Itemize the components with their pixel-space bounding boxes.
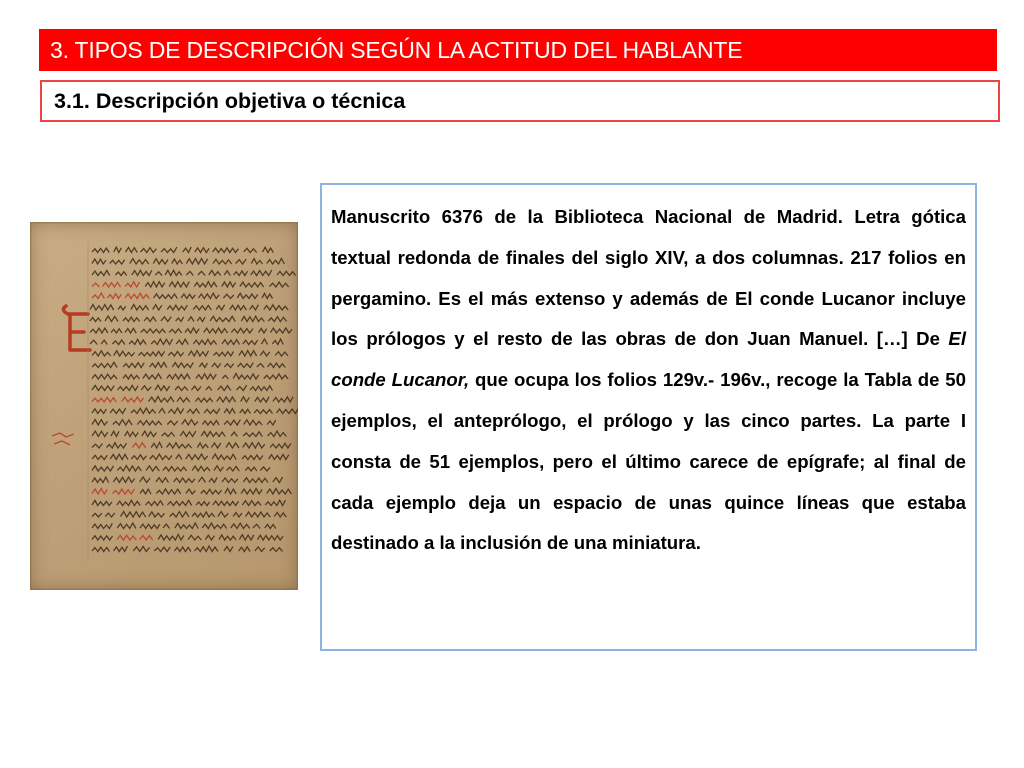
- manuscript-script-stroke: [90, 305, 114, 310]
- manuscript-script-stroke: [267, 489, 292, 495]
- manuscript-script-stroke: [233, 374, 259, 380]
- manuscript-script-stroke: [239, 351, 257, 356]
- manuscript-script-stroke: [92, 259, 106, 264]
- manuscript-script-stroke: [150, 362, 167, 367]
- manuscript-script-stroke: [118, 306, 126, 310]
- manuscript-script-stroke: [154, 294, 178, 299]
- manuscript-script-stroke: [253, 524, 260, 528]
- manuscript-script-stroke: [126, 247, 138, 252]
- manuscript-script-stroke: [277, 271, 296, 275]
- manuscript-script-stroke: [149, 397, 174, 402]
- manuscript-script-stroke: [240, 409, 251, 413]
- manuscript-script-stroke: [115, 272, 126, 276]
- manuscript-script-stroke: [169, 329, 182, 333]
- manuscript-script-stroke: [161, 317, 171, 322]
- manuscript-script-stroke: [129, 339, 146, 344]
- manuscript-script-stroke: [257, 364, 264, 368]
- manuscript-script-stroke: [250, 386, 273, 391]
- manuscript-script-stroke: [92, 409, 106, 414]
- manuscript-script-stroke: [194, 282, 217, 287]
- manuscript-script-stroke: [273, 477, 283, 482]
- slide-title: 3. TIPOS DE DESCRIPCIÓN SEGÚN LA ACTITUD DEL HABLANTE: [50, 36, 743, 63]
- manuscript-script-stroke: [141, 248, 157, 253]
- manuscript-script-stroke: [250, 305, 259, 310]
- manuscript-script-stroke: [259, 329, 267, 334]
- manuscript-script-stroke: [242, 455, 263, 460]
- manuscript-script-stroke: [146, 466, 159, 471]
- manuscript-script-stroke: [162, 433, 175, 437]
- manuscript-script-stroke: [92, 362, 117, 367]
- description-text-part2: que ocupa los folios 129v.- 196v., recoge la Tabla de 50 ejemplos, el anteprólogo, el prólogo y las cinco partes. La parte I consta de 51 ejemplos, pero el último carece de epígrafe; al final de cada ejemplo deja un espacio de unas quince líneas que estaba destinado a la inclusión de una miniatura.: [331, 369, 966, 554]
- description-box: [320, 183, 977, 651]
- manuscript-script-stroke: [140, 489, 151, 494]
- manuscript-script-stroke: [212, 363, 221, 367]
- manuscript-script-stroke: [151, 339, 172, 344]
- manuscript-script-stroke: [202, 523, 227, 528]
- manuscript-script-stroke: [139, 351, 165, 356]
- manuscript-script-stroke: [90, 340, 97, 344]
- manuscript-script-stroke: [144, 317, 156, 322]
- manuscript-script-stroke: [196, 502, 210, 506]
- manuscript-script-stroke: [267, 420, 276, 425]
- manuscript-margin-note: [52, 433, 74, 445]
- manuscript-script-stroke: [92, 374, 117, 379]
- manuscript-script-stroke: [204, 409, 220, 414]
- manuscript-script-stroke: [224, 420, 240, 425]
- manuscript-script-stroke: [238, 363, 254, 368]
- manuscript-script-stroke: [269, 455, 289, 460]
- manuscript-script-stroke: [163, 524, 170, 528]
- manuscript-script-stroke: [110, 260, 125, 264]
- manuscript-script-stroke: [188, 351, 208, 356]
- manuscript-script-stroke: [132, 270, 152, 275]
- manuscript-script-stroke: [117, 466, 141, 471]
- manuscript-script-stroke: [243, 478, 268, 483]
- manuscript-script-stroke: [210, 316, 235, 321]
- manuscript-script-stroke: [177, 397, 190, 402]
- manuscript-script-stroke: [264, 305, 289, 310]
- manuscript-script-stroke: [155, 385, 170, 390]
- manuscript-script-stroke: [270, 328, 292, 333]
- manuscript-script-stroke: [186, 454, 208, 459]
- manuscript-script-stroke: [251, 270, 272, 275]
- manuscript-script-stroke: [186, 489, 196, 494]
- manuscript-script-stroke: [245, 467, 257, 471]
- manuscript-script-stroke: [214, 466, 224, 471]
- manuscript-script-stroke: [167, 500, 191, 505]
- manuscript-script-stroke: [274, 513, 286, 518]
- manuscript-script-stroke: [265, 525, 276, 529]
- manuscript-script-stroke: [231, 328, 253, 333]
- manuscript-script-stroke: [188, 317, 194, 322]
- manuscript-script-stroke: [224, 271, 230, 276]
- manuscript-script-stroke: [273, 397, 293, 402]
- manuscript-script-stroke: [92, 431, 108, 436]
- manuscript-script-stroke: [154, 547, 170, 552]
- manuscript-script-stroke: [142, 431, 157, 436]
- manuscript-script-stroke: [176, 339, 188, 344]
- manuscript-script-stroke: [225, 489, 236, 495]
- manuscript-script-stroke: [239, 547, 251, 552]
- manuscript-script-stroke: [92, 536, 113, 540]
- manuscript-script-stroke: [92, 420, 108, 426]
- manuscript-script-stroke: [196, 374, 217, 379]
- description-text-part1: Manuscrito 6376 de la Biblioteca Nacional de Madrid. Letra gótica textual redonda de finales del siglo XIV, a dos columnas. 217 folios en pergamino. Es el más extenso y además de El conde Lucanor incluye los prólogos y el resto de las obras de don Juan Manuel. […] De: [331, 206, 966, 350]
- manuscript-script-stroke: [241, 397, 250, 402]
- manuscript-script-stroke: [244, 248, 257, 252]
- manuscript-script-stroke: [168, 352, 183, 357]
- manuscript-script-stroke: [114, 247, 122, 252]
- manuscript-script-stroke: [114, 546, 128, 552]
- manuscript-script-stroke: [125, 431, 139, 436]
- manuscript-script-stroke: [112, 340, 124, 345]
- manuscript-script-stroke: [268, 431, 287, 436]
- manuscript-script-stroke: [270, 282, 289, 287]
- manuscript-script-stroke: [110, 454, 128, 459]
- manuscript-script-stroke: [204, 328, 228, 333]
- manuscript-script-stroke: [90, 318, 101, 322]
- manuscript-script-stroke: [92, 489, 107, 494]
- manuscript-script-stroke: [224, 364, 233, 368]
- manuscript-script-stroke: [268, 317, 286, 322]
- title-bar: [39, 29, 997, 71]
- manuscript-script-stroke: [149, 512, 165, 517]
- manuscript-script-stroke: [243, 432, 262, 437]
- manuscript-script-stroke: [199, 363, 207, 367]
- manuscript-script-stroke: [205, 535, 214, 540]
- manuscript-script-stroke: [137, 421, 161, 426]
- subtitle-box: [40, 80, 1000, 122]
- manuscript-script-stroke: [260, 467, 270, 471]
- manuscript-script-stroke: [141, 386, 151, 391]
- manuscript-script-stroke: [239, 535, 253, 540]
- manuscript-script-stroke: [151, 443, 162, 449]
- manuscript-script-stroke: [159, 408, 165, 413]
- manuscript-script-stroke: [92, 283, 99, 287]
- manuscript-script-stroke: [169, 282, 189, 288]
- manuscript-script-stroke: [158, 535, 184, 541]
- manuscript-script-stroke: [244, 420, 263, 425]
- manuscript-script-stroke: [121, 512, 146, 518]
- manuscript-page-icon: [30, 222, 298, 590]
- manuscript-script-stroke: [176, 455, 182, 460]
- manuscript-script-stroke: [92, 455, 107, 459]
- manuscript-script-stroke: [105, 513, 115, 517]
- manuscript-image: [30, 222, 298, 590]
- manuscript-script-stroke: [195, 248, 209, 253]
- manuscript-script-stroke: [206, 387, 212, 391]
- manuscript-script-stroke: [231, 432, 237, 436]
- manuscript-script-stroke: [216, 305, 225, 310]
- manuscript-script-stroke: [92, 500, 112, 505]
- manuscript-script-stroke: [117, 535, 136, 540]
- manuscript-script-stroke: [92, 513, 102, 517]
- manuscript-script-stroke: [181, 294, 195, 299]
- manuscript-script-stroke: [185, 328, 199, 333]
- manuscript-script-stroke: [123, 375, 140, 380]
- manuscript-script-stroke: [227, 467, 240, 472]
- manuscript-script-stroke: [165, 270, 182, 275]
- manuscript-script-stroke: [92, 385, 114, 390]
- manuscript-script-stroke: [123, 363, 144, 368]
- manuscript-script-stroke: [92, 351, 111, 356]
- manuscript-script-stroke: [243, 443, 265, 448]
- manuscript-script-stroke: [246, 512, 271, 517]
- manuscript-edge: [30, 222, 298, 590]
- manuscript-script-stroke: [132, 443, 145, 448]
- manuscript-script-stroke: [155, 272, 162, 276]
- manuscript-script-stroke: [117, 523, 136, 528]
- manuscript-script-stroke: [113, 477, 134, 482]
- manuscript-script-stroke: [230, 305, 247, 310]
- manuscript-script-stroke: [167, 305, 187, 310]
- manuscript-script-stroke: [268, 363, 286, 368]
- manuscript-script-stroke: [270, 443, 291, 448]
- manuscript-script-stroke: [123, 317, 140, 321]
- manuscript-script-stroke: [201, 489, 222, 494]
- manuscript-script-stroke: [105, 316, 118, 322]
- manuscript-script-stroke: [226, 443, 239, 448]
- manuscript-script-stroke: [222, 375, 228, 379]
- manuscript-script-stroke: [272, 339, 283, 344]
- manuscript-script-stroke: [209, 478, 217, 483]
- manuscript-script-stroke: [92, 523, 112, 528]
- description-paragraph: [331, 197, 966, 564]
- manuscript-script-stroke: [92, 466, 114, 471]
- manuscript-script-stroke: [188, 535, 201, 540]
- manuscript-script-stroke: [174, 547, 191, 552]
- manuscript-script-stroke: [192, 466, 210, 471]
- manuscript-script-stroke: [183, 247, 191, 252]
- manuscript-script-stroke: [103, 282, 121, 287]
- manuscript-script-stroke: [222, 478, 238, 483]
- manuscript-script-stroke: [211, 443, 220, 448]
- manuscript-script-stroke: [125, 328, 136, 333]
- manuscript-script-stroke: [222, 340, 240, 345]
- manuscript-script-stroke: [275, 352, 288, 356]
- manuscript-script-stroke: [156, 489, 180, 494]
- manuscript-script-stroke: [191, 386, 201, 390]
- manuscript-script-stroke: [201, 431, 225, 436]
- manuscript-script-stroke: [217, 397, 236, 402]
- manuscript-script-stroke: [223, 294, 234, 298]
- manuscript-script-stroke: [140, 477, 151, 483]
- manuscript-script-stroke: [141, 329, 166, 333]
- manuscript-script-stroke: [133, 547, 149, 552]
- manuscript-script-stroke: [101, 340, 107, 344]
- manuscript-script-stroke: [236, 385, 246, 390]
- manuscript-script-stroke: [175, 523, 198, 529]
- manuscript-script-stroke: [265, 500, 285, 505]
- slide-subtitle: 3.1. Descripción objetiva o técnica: [54, 88, 406, 113]
- manuscript-script-stroke: [224, 409, 235, 414]
- manuscript-script-stroke: [209, 270, 221, 275]
- manuscript-script-stroke: [107, 294, 121, 299]
- manuscript-script-stroke: [92, 270, 110, 275]
- manuscript-script-stroke: [193, 305, 211, 310]
- manuscript-script-stroke: [242, 501, 261, 506]
- manuscript-script-stroke: [113, 420, 133, 425]
- manuscript-script-stroke: [174, 478, 195, 483]
- manuscript-script-stroke: [192, 512, 215, 517]
- manuscript-script-stroke: [212, 454, 236, 460]
- manuscript-script-stroke: [197, 317, 205, 321]
- manuscript-script-stroke: [146, 501, 164, 506]
- manuscript-script-stroke: [267, 259, 285, 265]
- manuscript-script-stroke: [167, 374, 190, 379]
- manuscript-script-stroke: [251, 259, 262, 264]
- manuscript-script-stroke: [153, 259, 168, 264]
- manuscript-script-stroke: [92, 248, 109, 252]
- manuscript-script-stroke: [218, 386, 231, 391]
- manuscript-script-stroke: [130, 259, 149, 264]
- manuscript-script-stroke: [170, 512, 189, 517]
- manuscript-script-stroke: [241, 489, 262, 494]
- manuscript-script-stroke: [254, 410, 272, 414]
- manuscript-script-stroke: [193, 339, 216, 344]
- manuscript-script-stroke: [168, 408, 183, 413]
- manuscript-script-stroke: [150, 454, 172, 459]
- description-book-title: El conde Lucanor,: [331, 328, 966, 391]
- manuscript-script-stroke: [231, 523, 250, 528]
- manuscript-script-stroke: [175, 386, 188, 390]
- manuscript-script-stroke: [187, 409, 199, 414]
- manuscript-script-stroke: [222, 282, 236, 287]
- manuscript-script-stroke: [172, 259, 183, 264]
- manuscript-script-stroke: [161, 247, 177, 252]
- manuscript-script-stroke: [140, 524, 160, 528]
- manuscript-script-stroke: [213, 259, 232, 264]
- manuscript-script-stroke: [156, 478, 169, 483]
- manuscript-script-stroke: [111, 329, 122, 333]
- manuscript-script-stroke: [90, 328, 108, 333]
- manuscript-script-stroke: [143, 374, 162, 379]
- manuscript-script-stroke: [202, 421, 219, 426]
- manuscript-script-stroke: [182, 420, 198, 425]
- manuscript-script-stroke: [92, 444, 102, 449]
- manuscript-script-stroke: [241, 316, 264, 321]
- manuscript-script-stroke: [237, 293, 257, 298]
- manuscript-script-stroke: [172, 362, 193, 367]
- manuscript-script-stroke: [219, 535, 236, 540]
- manuscript-script-stroke: [198, 271, 205, 275]
- manuscript-script-stroke: [186, 259, 207, 264]
- manuscript-script-stroke: [167, 421, 177, 425]
- manuscript-script-stroke: [233, 513, 242, 518]
- manuscript-script-stroke: [111, 431, 119, 436]
- manuscript-script-stroke: [197, 443, 208, 448]
- manuscript-script-stroke: [122, 397, 144, 402]
- manuscript-script-stroke: [198, 477, 205, 482]
- manuscript-script-stroke: [243, 340, 258, 345]
- manuscript-script-stroke: [198, 293, 219, 298]
- manuscript-script-stroke: [234, 271, 248, 276]
- manuscript-script-stroke: [264, 374, 288, 379]
- manuscript-script-stroke: [92, 547, 110, 551]
- manuscript-script-stroke: [224, 546, 233, 551]
- manuscript-script-stroke: [92, 477, 109, 482]
- manuscript-script-stroke: [167, 443, 192, 448]
- manuscript-script-stroke: [92, 293, 104, 298]
- manuscript-script-stroke: [145, 282, 165, 287]
- manuscript-script-stroke: [262, 294, 273, 299]
- manuscript-script-stroke: [218, 512, 228, 517]
- manuscript-script-stroke: [194, 546, 218, 551]
- manuscript-script-stroke: [117, 500, 140, 505]
- manuscript-script-stroke: [214, 352, 234, 357]
- manuscript-script-stroke: [110, 408, 126, 413]
- manuscript-script-stroke: [186, 271, 193, 275]
- manuscript-script-stroke: [125, 293, 149, 298]
- manuscript-script-stroke: [180, 431, 196, 436]
- manuscript-script-stroke: [131, 408, 156, 413]
- manuscript-script-stroke: [195, 398, 212, 402]
- manuscript-script-stroke: [255, 397, 269, 402]
- manuscript-script-stroke: [276, 409, 298, 414]
- manuscript-script-stroke: [125, 282, 140, 287]
- manuscript-script-stroke: [176, 317, 184, 322]
- manuscript-script-stroke: [240, 282, 264, 287]
- manuscript-script-stroke: [131, 455, 146, 460]
- manuscript-script-stroke: [107, 443, 127, 448]
- manuscript-script-stroke: [163, 467, 187, 472]
- manuscript-script-stroke: [261, 339, 267, 345]
- manuscript-script-stroke: [263, 247, 274, 252]
- manuscript-script-stroke: [258, 535, 284, 540]
- manuscript-script-stroke: [113, 489, 135, 494]
- manuscript-script-stroke: [114, 351, 135, 356]
- manuscript-script-stroke: [153, 305, 162, 310]
- manuscript-script-stroke: [213, 501, 239, 506]
- manuscript-script-stroke: [118, 385, 139, 390]
- manuscript-script-stroke: [92, 398, 116, 403]
- manuscript-script-stroke: [236, 259, 246, 264]
- manuscript-script-stroke: [140, 536, 153, 540]
- manuscript-script-stroke: [131, 305, 149, 310]
- manuscript-initial: [63, 306, 90, 350]
- manuscript-script-stroke: [260, 351, 270, 356]
- manuscript-script-stroke: [270, 548, 283, 552]
- manuscript-script-stroke: [213, 248, 239, 253]
- manuscript-script-stroke: [255, 547, 265, 552]
